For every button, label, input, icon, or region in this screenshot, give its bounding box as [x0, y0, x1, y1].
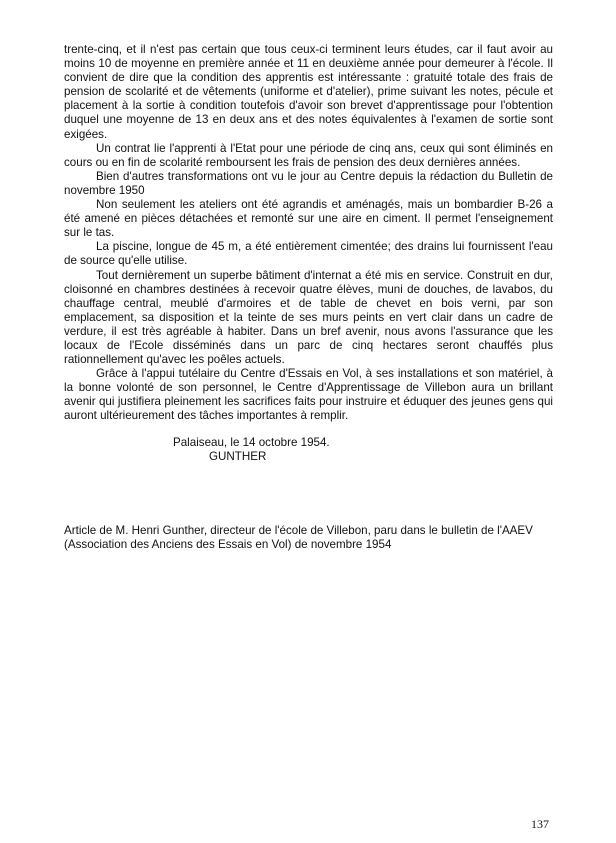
article-body: [64, 43, 553, 424]
paragraph: trente-cinq, et il n'est pas certain que tous ceux-ci terminent leurs études, car il faut avoir au moins 10 de moyenne en première année et 11 en deuxième année pour demeurer à l'école. Il convient de dire que la condition des apprentis est intéressante : gratuité totale des frais de pension de scolarité et de vêtements (uniforme et d'atelier), prime suivant les notes, pécule et placement à la sortie à condition toutefois d'avoir son brevet d'apprentissage pour l'obtention duquel une moyenne de 13 en deux ans et des notes équivalentes à l'examen de sortie sont exigées.: [64, 43, 553, 141]
paragraph: Grâce à l'appui tutélaire du Centre d'Essais en Vol, à ses installations et son matériel, à la bonne volonté de son personnel, le Centre d'Apprentissage de Villebon aura un brillant avenir qui justifiera pleinement les sacrifices faits pour instruire et éduquer des jeunes gens qui auront ultérieurement des tâches importantes à remplir.: [64, 367, 553, 423]
paragraph: Tout dernièrement un superbe bâtiment d'internat a été mis en service. Construit en dur, cloisonné en chambres destinées à recevoir quatre élèves, muni de douches, de lavabos, du chauffage central, meublé d'armoires et de table de chevet en bois verni, par son emplacement, sa disposition et la teinte de ses murs peints en vert clair dans un cadre de verdure, il est très agréable à habiter. Dans un bref avenir, nous avons l'assurance que les locaux de l'Ecole disséminés dans un parc de cinq hectares seront chauffés plus rationnellement qu'avec les poêles actuels.: [64, 268, 553, 367]
paragraph: Un contrat lie l'apprenti à l'Etat pour une période de cinq ans, ceux qui sont éliminés en cours ou en fin de scolarité remboursent les frais de pension des deux dernières années.: [64, 141, 553, 169]
signature-name: GUNTHER: [209, 450, 267, 463]
page-number: 137: [531, 817, 549, 831]
paragraph: Non seulement les ateliers ont été agrandis et aménagés, mais un bombardier B-26 a été amené en pièces détachées et remonté sur une aire en ciment. Il permet l'enseignement sur le tas.: [64, 198, 553, 240]
source-note-line: (Association des Anciens des Essais en Vol) de novembre 1954: [64, 538, 392, 551]
signature-place-date: Palaiseau, le 14 octobre 1954.: [173, 436, 330, 449]
source-note-line: Article de M. Henri Gunther, directeur de l'école de Villebon, paru dans le bulletin de l'AAEV: [64, 524, 533, 537]
paragraph: Bien d'autres transformations ont vu le jour au Centre depuis la rédaction du Bulletin de novembre 1950: [64, 169, 553, 197]
source-note: [64, 524, 564, 552]
paragraph: La piscine, longue de 45 m, a été entièrement cimentée; des drains lui fournissent l'eau de source qu'elle utilise.: [64, 240, 553, 268]
